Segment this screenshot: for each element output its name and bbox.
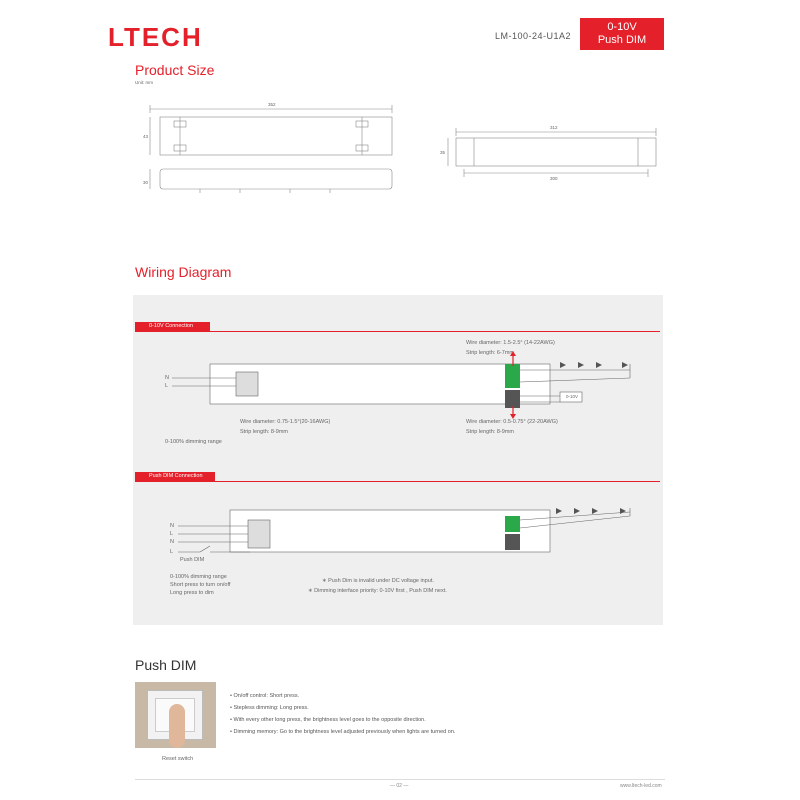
product-size-drawing — [130, 95, 670, 215]
conn1-range: 0-100% dimming range — [165, 439, 222, 445]
conn1-dim-box: 0-10V — [566, 394, 579, 399]
dim-43: 43 — [143, 134, 149, 139]
reset-switch-photo — [135, 682, 216, 748]
bullet-1-text: On/off control: Short press. — [233, 693, 300, 699]
wiring-title: Wiring Diagram — [135, 264, 232, 280]
conn2-note-star1: ∗ Push Dim is invalid under DC voltage input. — [322, 578, 434, 584]
conn1-wire-top-2: Strip length: 6-7mm — [466, 350, 514, 356]
conn2-note-star2-text: Dimming interface priority: 0-10V first , Push DIM next. — [314, 588, 447, 594]
conn2-push-label: Push DIM — [180, 557, 205, 563]
conn2-note-long: Long press to dim — [170, 590, 214, 596]
bullet-4-text: Dimming memory: Go to the brightness level adjusted previously when lights are turned on. — [233, 729, 456, 735]
photo-caption: Reset switch — [162, 756, 194, 762]
conn2-note-star1-text: Push Dim is invalid under DC voltage input. — [328, 578, 434, 584]
conn2-rule — [135, 481, 660, 482]
conn2-note-range: 0-100% dimming range — [170, 574, 227, 580]
conn1-L: L — [165, 383, 169, 389]
conn1-wire-left-1: Wire diameter: 0.75-1.5°(20-16AWG) — [240, 419, 331, 425]
conn1-wire-left-2: Strip length: 8-9mm — [240, 429, 288, 435]
conn2-label: Push DIM Connection — [135, 472, 215, 481]
conn1-label: 0-10V Connection — [135, 322, 210, 331]
footer-rule — [135, 779, 665, 780]
conn2-note-star2: ∗ Dimming interface priority: 0-10V first , Push DIM next. — [308, 588, 447, 594]
conn1-wire-right-1: Wire diameter: 0.5-0.75° (22-20AWG) — [466, 419, 558, 425]
website-link[interactable]: www.ltech-led.com — [620, 783, 662, 789]
conn2-N1: N — [170, 523, 174, 529]
conn1-diagram — [160, 350, 650, 420]
conn2-L1: L — [170, 531, 174, 537]
page-number: — 02 — — [390, 783, 409, 789]
bullet-2: • Stepless dimming: Long press. — [230, 705, 309, 711]
conn1-N: N — [165, 375, 169, 381]
conn2-L2: L — [170, 549, 174, 555]
brand-logo: LTECH — [108, 22, 203, 52]
conn1-rule — [135, 331, 660, 332]
bullet-1: • On/off control: Short press. — [230, 693, 300, 699]
bullet-2-text: Stepless dimming: Long press. — [233, 705, 309, 711]
unit-note: Unit: mm — [135, 80, 153, 85]
push-dim-bullets — [230, 690, 455, 738]
finger-shape — [169, 704, 185, 748]
dim-352: 352 — [268, 102, 276, 107]
dim-30: 30 — [143, 180, 149, 185]
mode-badge — [580, 18, 664, 50]
conn2-note-short: Short press to turn on/off — [170, 582, 231, 588]
model-number: LM-100-24-U1A2 — [495, 31, 572, 41]
dim-300: 300 — [550, 176, 558, 181]
conn1-wire-right-2: Strip length: 8-9mm — [466, 429, 514, 435]
conn2-N2: N — [170, 539, 174, 545]
dim-35: 35 — [440, 150, 446, 155]
bullet-3-text: With every other long press, the brightness level goes to the opposite direction. — [233, 717, 426, 723]
badge-line-2: Push DIM — [597, 34, 647, 46]
bullet-3: • With every other long press, the brightness level goes to the opposite direction. — [230, 717, 426, 723]
conn1-wire-top-1: Wire diameter: 1.5-2.5° (14-22AWG) — [466, 340, 555, 346]
dim-312: 312 — [550, 125, 558, 130]
bullet-4: • Dimming memory: Go to the brightness level adjusted previously when lights are turned on. — [230, 729, 456, 735]
product-size-title: Product Size — [135, 62, 215, 78]
badge-line-1: 0-10V — [607, 21, 637, 33]
conn2-diagram — [160, 500, 650, 570]
push-dim-title: Push DIM — [135, 657, 197, 673]
